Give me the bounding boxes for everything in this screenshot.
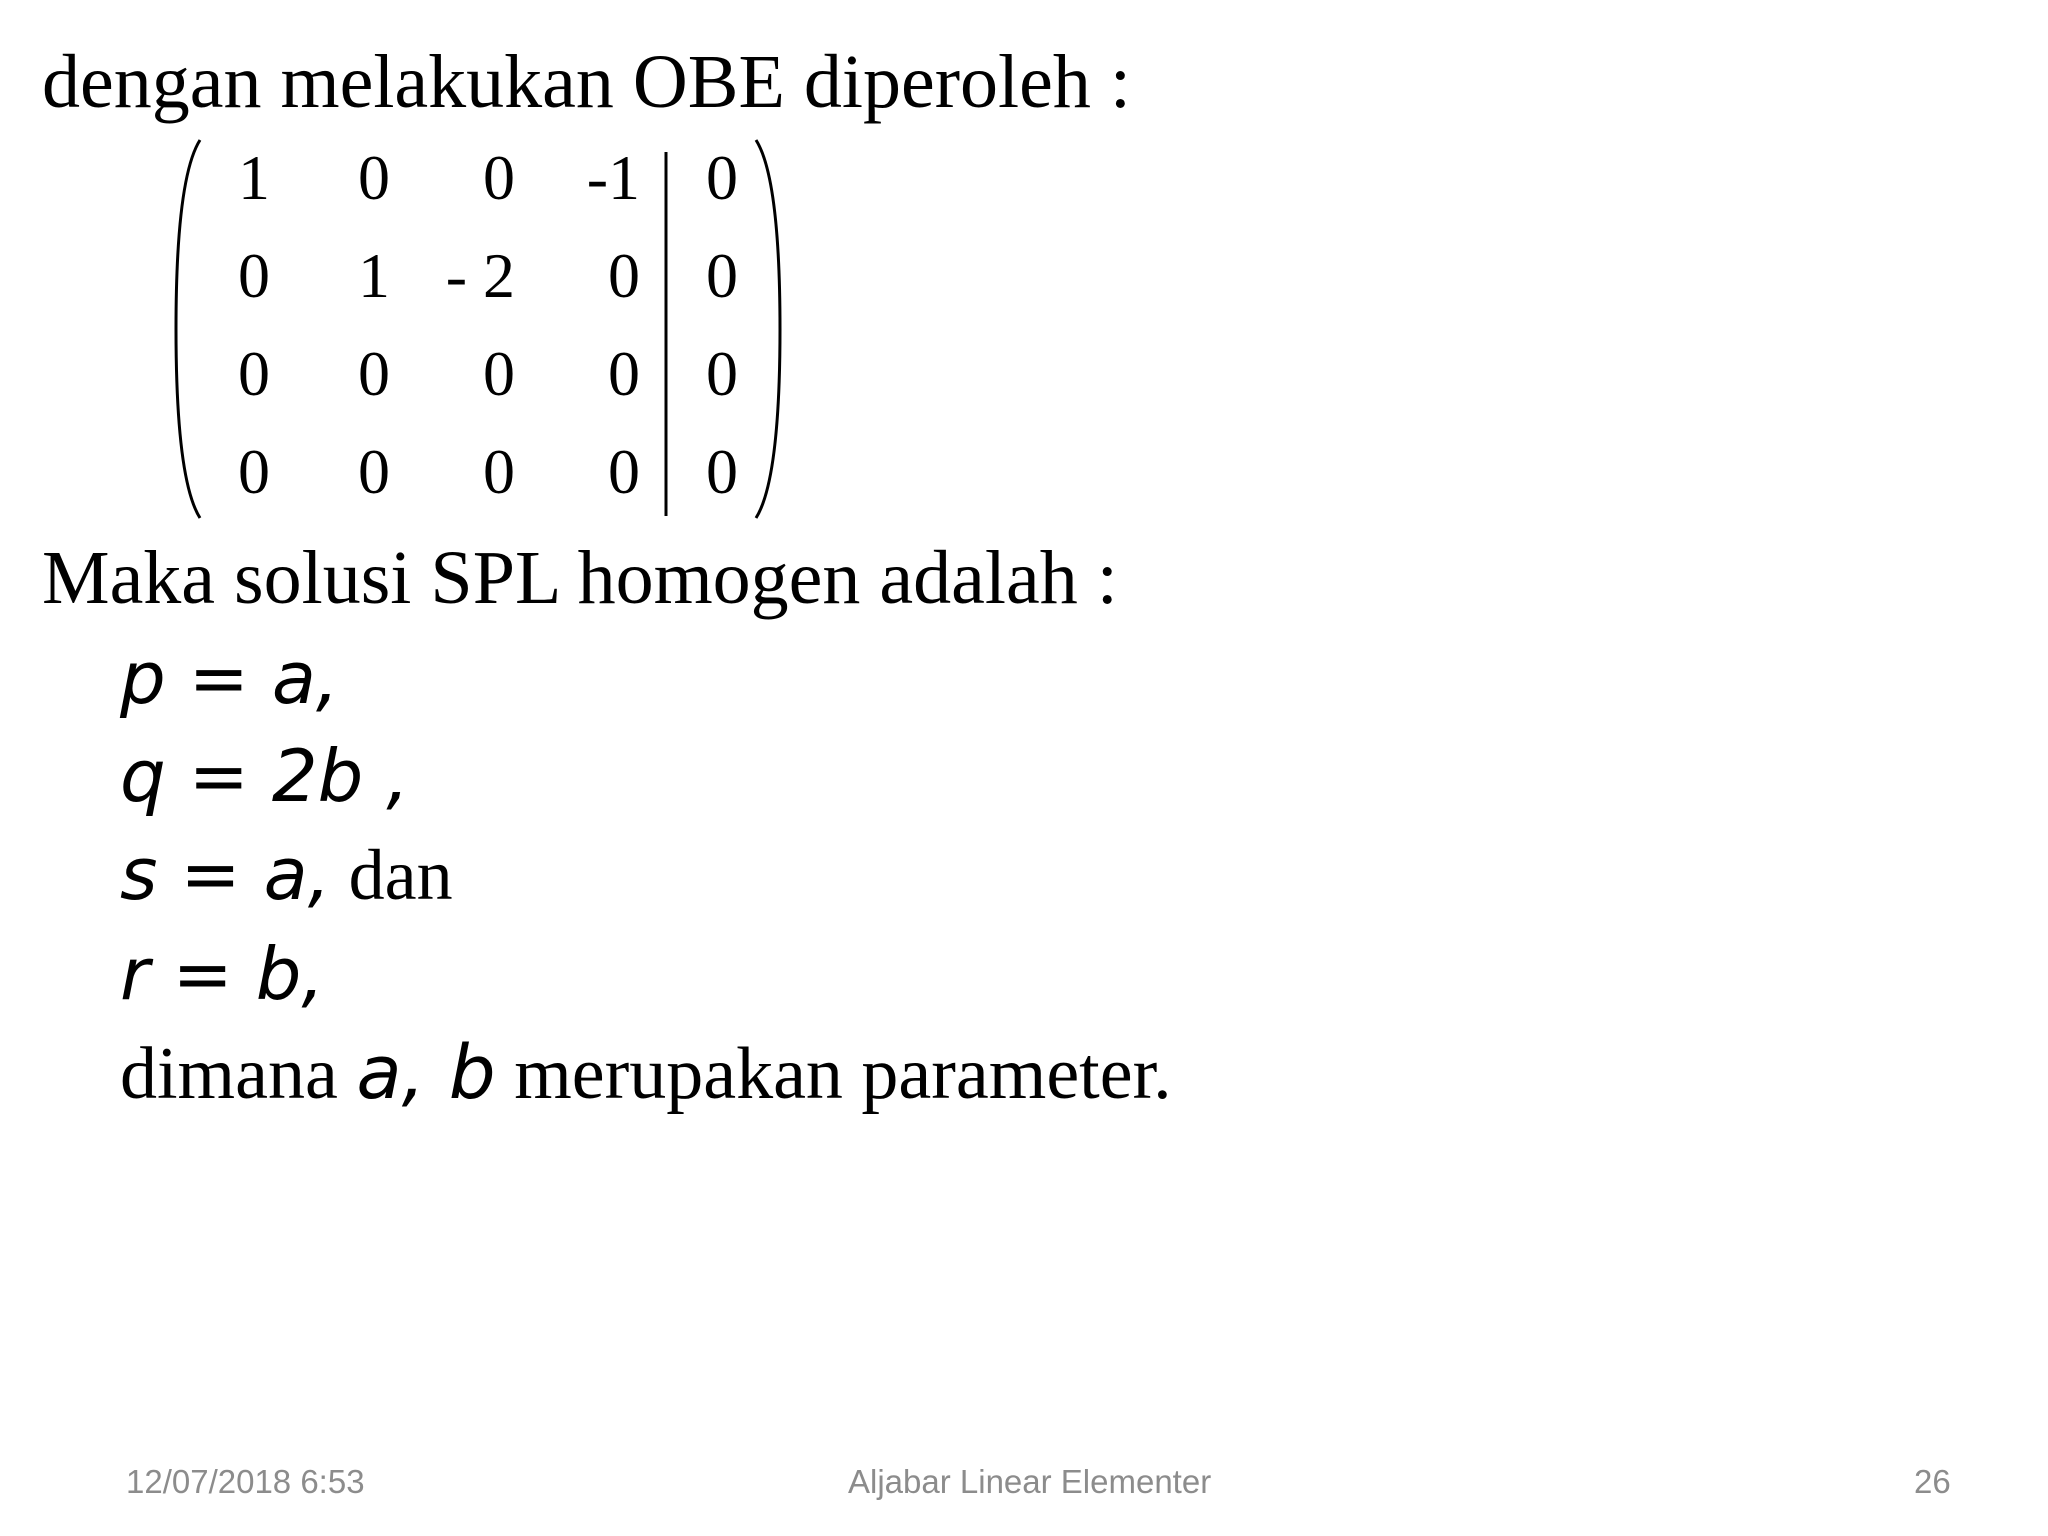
matrix-cell: 0	[358, 436, 390, 507]
matrix-cell: 0	[358, 338, 390, 409]
matrix-augmented-cell: 0	[706, 436, 738, 507]
augmented-matrix	[170, 138, 790, 520]
matrix-cell: 0	[608, 240, 640, 311]
equation-p	[120, 636, 339, 720]
matrix-cell: 0	[238, 240, 270, 311]
equation-lhs: s	[120, 832, 158, 916]
equation-r	[120, 932, 325, 1016]
equation-lhs: p	[120, 636, 166, 720]
equation-rhs: a,	[271, 636, 339, 720]
equation-equals: =	[165, 636, 272, 720]
matrix-cell: 0	[238, 436, 270, 507]
equation-q	[120, 734, 410, 818]
matrix-cell: 1	[238, 142, 270, 213]
matrix-cell: 0	[608, 338, 640, 409]
matrix-augmented-cell: 0	[706, 240, 738, 311]
conclusion-text	[120, 1030, 1172, 1116]
matrix-cell: 0	[238, 338, 270, 409]
conclusion-params: a, b	[356, 1030, 496, 1116]
right-bracket	[756, 140, 780, 518]
equation-lhs: r	[120, 932, 150, 1016]
conclusion-after: merupakan parameter.	[495, 1033, 1172, 1115]
matrix-cell: 1	[358, 240, 390, 311]
equation-equals: =	[149, 932, 256, 1016]
footer-date: 12/07/2018 6:53	[126, 1463, 365, 1500]
footer-page-number: 26	[1914, 1463, 1951, 1500]
matrix-augmented-cell: 0	[706, 142, 738, 213]
equation-s	[120, 832, 453, 916]
equation-rhs: b,	[255, 932, 325, 1016]
matrix-cell: 0	[358, 142, 390, 213]
equation-equals: =	[157, 832, 264, 916]
conclusion-before: dimana	[120, 1033, 357, 1115]
equation-rhs: 2b ,	[271, 734, 410, 818]
intro-text: dengan melakukan OBE diperoleh :	[42, 40, 1132, 124]
matrix-cell: - 2	[445, 240, 515, 311]
footer-title: Aljabar Linear Elementer	[848, 1463, 1212, 1500]
equation-equals: =	[165, 734, 272, 818]
equation-tail: dan	[330, 835, 453, 915]
equation-rhs: a,	[263, 832, 331, 916]
matrix-cell: -1	[586, 142, 640, 213]
equation-lhs: q	[120, 734, 166, 818]
matrix-augmented-cell: 0	[706, 338, 738, 409]
matrix-cell: 0	[483, 338, 515, 409]
solution-heading: Maka solusi SPL homogen adalah :	[42, 536, 1118, 620]
matrix-cell: 0	[483, 436, 515, 507]
matrix-cell: 0	[483, 142, 515, 213]
matrix-cell: 0	[608, 436, 640, 507]
